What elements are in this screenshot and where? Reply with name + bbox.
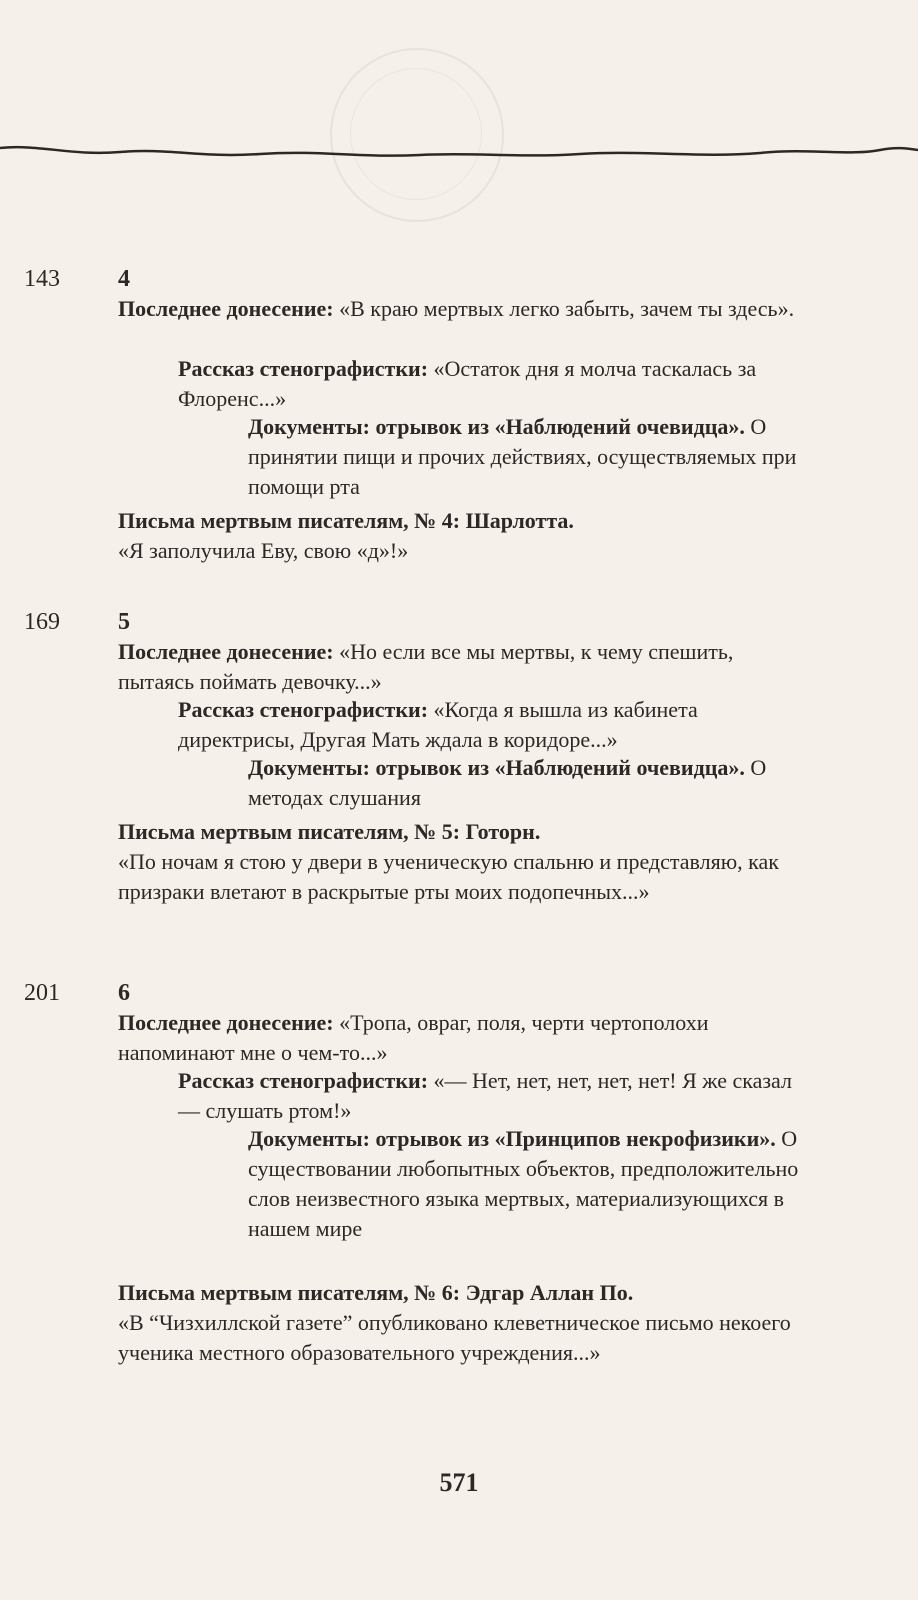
steno-label: Рассказ стенографистки:: [178, 697, 429, 722]
folio-page-number: 571: [439, 1468, 479, 1497]
page-number: 143: [24, 266, 60, 292]
letter-entry: [118, 506, 808, 566]
doc-label: Документы: отрывок из «Наблюдений очевидца».: [248, 755, 745, 780]
doc-label: Документы: отрывок из «Принципов некрофизики».: [248, 1126, 776, 1151]
letter-title: Письма мертвым писателям, № 5: Готорн.: [118, 819, 541, 844]
report-text: «В краю мертвых легко забыть, зачем ты здесь».: [333, 296, 795, 321]
doc-entry: [248, 1124, 808, 1244]
doc-label: Документы: отрывок из «Наблюдений очевидца».: [248, 414, 745, 439]
steno-text: «Когда я вышла из кабинета директрисы, Другая Мать ждала в коридоре...»: [178, 697, 698, 752]
letter-text: «По ночам я стою у двери в ученическую спальню и представляю, как призраки влетают в раскрытые рты моих подопечных...»: [118, 849, 779, 904]
report-entry: [118, 294, 808, 324]
letter-entry: [118, 817, 808, 907]
chapter-number: 5: [118, 609, 130, 635]
report-label: Последнее донесение:: [118, 296, 334, 321]
doc-text: О методах слушания: [248, 755, 767, 810]
doc-text: О существовании любопытных объектов, предположительно слов неизвестного языка мертвых, материализующихся в нашем мире: [248, 1126, 799, 1241]
report-label: Последнее донесение:: [118, 639, 334, 664]
report-text: «Но если все мы мертвы, к чему спешить, пытаясь поймать девочку...»: [118, 639, 734, 694]
report-entry: [118, 637, 808, 697]
chapter-number: 6: [118, 980, 130, 1006]
letter-text: «В “Чизхиллской газете” опубликовано клеветническое письмо некоего ученика местного образовательного учреждения...»: [118, 1310, 791, 1365]
report-entry: [118, 1008, 808, 1068]
page-number: 169: [24, 609, 60, 635]
letter-title: Письма мертвым писателям, № 6: Эдгар Аллан По.: [118, 1280, 634, 1305]
report-text: «Тропа, овраг, поля, черти чертополохи напоминают мне о чем-то...»: [118, 1010, 709, 1065]
doc-entry: [248, 753, 808, 813]
steno-label: Рассказ стенографистки:: [178, 1068, 429, 1093]
faded-emblem-inner: [350, 68, 482, 200]
wavy-divider: [0, 136, 918, 176]
chapter-number: 4: [118, 266, 130, 292]
steno-text: «— Нет, нет, нет, нет, нет! Я же сказал — слушать ртом!»: [178, 1068, 792, 1123]
letter-entry: [118, 1278, 808, 1368]
doc-entry: [248, 412, 808, 502]
steno-entry: [178, 695, 798, 755]
report-label: Последнее донесение:: [118, 1010, 334, 1035]
steno-label: Рассказ стенографистки:: [178, 356, 429, 381]
steno-entry: [178, 1066, 798, 1126]
page-number: 201: [24, 980, 60, 1006]
letter-text: «Я заполучила Еву, свою «д»!»: [118, 538, 409, 563]
letter-title: Письма мертвым писателям, № 4: Шарлотта.: [118, 508, 574, 533]
steno-entry: [178, 354, 798, 414]
steno-text: «Остаток дня я молча таскалась за Флоренс...»: [178, 356, 757, 411]
doc-text: О принятии пищи и прочих действиях, осуществляемых при помощи рта: [248, 414, 797, 499]
